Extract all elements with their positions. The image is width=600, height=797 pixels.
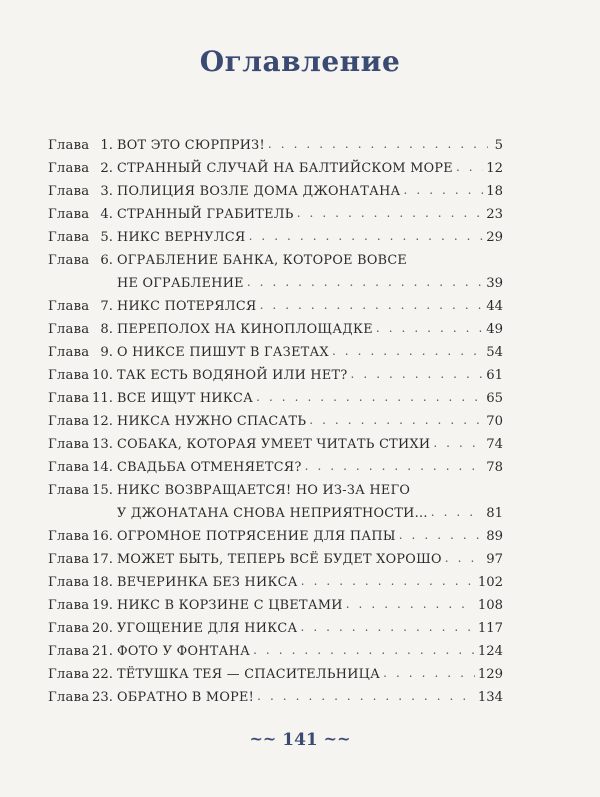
toc-entry [48, 433, 503, 456]
toc-line [48, 134, 503, 157]
toc-line [48, 663, 503, 686]
chapter-number: 7. [100, 299, 113, 314]
toc-entry [48, 180, 503, 203]
dot-leader [247, 271, 483, 294]
toc-entry [48, 134, 503, 157]
chapter-title: СОБАКА, КОТОРАЯ УМЕЕТ ЧИТАТЬ СТИХИ [117, 437, 431, 452]
chapter-label: Глава [48, 460, 90, 475]
chapter-label: Глава [48, 690, 90, 705]
toc-line [48, 272, 503, 295]
chapter-label: Глава [48, 437, 90, 452]
toc-line [48, 525, 503, 548]
toc-entry [48, 157, 503, 180]
toc-entry [48, 548, 503, 571]
chapter-label: Глава [48, 161, 90, 176]
page-footer [0, 730, 600, 750]
toc-entry [48, 249, 503, 295]
dot-leader [376, 317, 483, 340]
chapter-label: Глава [48, 138, 90, 153]
chapter-number: 12. [92, 414, 113, 429]
chapter-label: Глава [48, 529, 90, 544]
toc-line [48, 686, 503, 709]
chapter-number: 23. [92, 690, 113, 705]
dot-leader [383, 662, 475, 685]
toc-line [48, 318, 503, 341]
chapter-page-number: 108 [477, 598, 503, 613]
chapter-number: 20. [92, 621, 113, 636]
toc-entry [48, 364, 503, 387]
chapter-label: Глава [48, 575, 90, 590]
chapter-title: НЕ ОГРАБЛЕНИЕ [117, 276, 244, 291]
chapter-page-number: 97 [486, 552, 503, 567]
dot-leader [351, 363, 484, 386]
toc-line [48, 479, 503, 502]
chapter-title: ВЕЧЕРИНКА БЕЗ НИКСА [117, 575, 298, 590]
chapter-number: 2. [100, 161, 113, 176]
toc-entry [48, 226, 503, 249]
chapter-label: Глава [48, 621, 90, 636]
chapter-title: О НИКСЕ ПИШУТ В ГАЗЕТАХ [117, 345, 329, 360]
chapter-number: 13. [92, 437, 113, 452]
dot-leader [309, 409, 483, 432]
dot-leader [399, 524, 484, 547]
toc-line [48, 226, 503, 249]
toc-line [48, 341, 503, 364]
chapter-number: 15. [92, 483, 113, 498]
chapter-page-number: 89 [486, 529, 503, 544]
dot-leader [249, 225, 484, 248]
chapter-title: УГОЩЕНИЕ ДЛЯ НИКСА [117, 621, 298, 636]
page-title: Оглавление [199, 45, 401, 78]
chapter-number: 16. [92, 529, 113, 544]
chapter-title: СТРАННЫЙ ГРАБИТЕЛЬ [117, 207, 294, 222]
dot-leader [404, 179, 484, 202]
toc-entry [48, 571, 503, 594]
chapter-label: Глава [48, 322, 90, 337]
footer-ornament-left: ~~ [249, 729, 277, 748]
dot-leader [346, 593, 475, 616]
dot-leader [300, 616, 474, 639]
chapter-title: ПОЛИЦИЯ ВОЗЛЕ ДОМА ДЖОНАТАНА [117, 184, 401, 199]
toc-line [48, 180, 503, 203]
chapter-number: 8. [100, 322, 113, 337]
chapter-title: НИКС ВОЗВРАЩАЕТСЯ! НО ИЗ-ЗА НЕГО [117, 483, 411, 498]
toc-entry [48, 479, 503, 525]
toc-entry [48, 341, 503, 364]
dot-leader [431, 501, 483, 524]
chapter-title: НИКСА НУЖНО СПАСАТЬ [117, 414, 307, 429]
chapter-page-number: 70 [486, 414, 503, 429]
chapter-label: Глава [48, 299, 90, 314]
toc-entry [48, 410, 503, 433]
chapter-page-number: 124 [477, 644, 503, 659]
chapter-label: Глава [48, 598, 90, 613]
toc-entry [48, 387, 503, 410]
chapter-label: Глава [48, 345, 90, 360]
dot-leader [305, 455, 484, 478]
chapter-label: Глава [48, 207, 90, 222]
chapter-page-number: 65 [486, 391, 503, 406]
chapter-title: ПЕРЕПОЛОХ НА КИНОПЛОЩАДКЕ [117, 322, 373, 337]
dot-leader [268, 133, 488, 156]
chapter-page-number: 39 [486, 276, 503, 291]
chapter-page-number: 74 [486, 437, 503, 452]
chapter-label: Глава [48, 483, 90, 498]
toc-line [48, 640, 503, 663]
chapter-page-number: 78 [486, 460, 503, 475]
toc-line [48, 571, 503, 594]
toc-line [48, 433, 503, 456]
chapter-number: 22. [92, 667, 113, 682]
chapter-title: ТЁТУШКА ТЕЯ — СПАСИТЕЛЬНИЦА [117, 667, 381, 682]
toc-entry [48, 686, 503, 709]
chapter-label: Глава [48, 253, 90, 268]
chapter-page-number: 117 [477, 621, 503, 636]
chapter-label: Глава [48, 184, 90, 199]
toc-entry [48, 456, 503, 479]
dot-leader [445, 547, 483, 570]
chapter-page-number: 134 [477, 690, 503, 705]
toc-line [48, 295, 503, 318]
chapter-label: Глава [48, 230, 90, 245]
toc-entry [48, 594, 503, 617]
chapter-page-number: 44 [486, 299, 503, 314]
chapter-number: 9. [100, 345, 113, 360]
toc-entry [48, 318, 503, 341]
table-of-contents [48, 134, 503, 709]
chapter-page-number: 81 [486, 506, 503, 521]
toc-line [48, 203, 503, 226]
chapter-title: НИКС ВЕРНУЛСЯ [117, 230, 246, 245]
toc-entry [48, 203, 503, 226]
dot-leader [297, 202, 484, 225]
chapter-number: 14. [92, 460, 113, 475]
chapter-page-number: 29 [486, 230, 503, 245]
chapter-title: СТРАННЫЙ СЛУЧАЙ НА БАЛТИЙСКОМ МОРЕ [117, 161, 453, 176]
chapter-page-number: 18 [486, 184, 503, 199]
chapter-number: 11. [92, 391, 113, 406]
chapter-number: 4. [100, 207, 113, 222]
chapter-page-number: 12 [486, 161, 503, 176]
chapter-title: ОГРАБЛЕНИЕ БАНКА, КОТОРОЕ ВОВСЕ [117, 253, 408, 268]
toc-line [48, 548, 503, 571]
dot-leader [301, 570, 475, 593]
chapter-page-number: 5 [494, 138, 503, 153]
chapter-number: 17. [92, 552, 113, 567]
chapter-number: 1. [100, 138, 113, 153]
toc-entry [48, 617, 503, 640]
chapter-title: ОГРОМНОЕ ПОТРЯСЕНИЕ ДЛЯ ПАПЫ [117, 529, 396, 544]
dot-leader [253, 639, 475, 662]
toc-line [48, 249, 503, 272]
chapter-page-number: 61 [486, 368, 503, 383]
toc-entry [48, 640, 503, 663]
chapter-title: ВОТ ЭТО СЮРПРИЗ! [117, 138, 265, 153]
chapter-number: 3. [100, 184, 113, 199]
chapter-page-number: 102 [477, 575, 503, 590]
chapter-label: Глава [48, 368, 90, 383]
chapter-label: Глава [48, 552, 90, 567]
dot-leader [256, 386, 483, 409]
toc-line [48, 157, 503, 180]
chapter-label: Глава [48, 414, 90, 429]
chapter-page-number: 54 [486, 345, 503, 360]
toc-entry [48, 525, 503, 548]
chapter-title: ФОТО У ФОНТАНА [117, 644, 251, 659]
dot-leader [257, 685, 475, 708]
toc-entry [48, 663, 503, 686]
chapter-number: 19. [92, 598, 113, 613]
chapter-label: Глава [48, 667, 90, 682]
chapter-title: ТАК ЕСТЬ ВОДЯНОЙ ИЛИ НЕТ? [117, 368, 348, 383]
toc-line [48, 387, 503, 410]
chapter-number: 6. [100, 253, 113, 268]
chapter-number: 18. [92, 575, 113, 590]
page-number: 141 [282, 730, 318, 750]
chapter-page-number: 129 [477, 667, 503, 682]
toc-line [48, 456, 503, 479]
toc-line [48, 617, 503, 640]
chapter-number: 10. [92, 368, 113, 383]
chapter-title: ВСЕ ИЩУТ НИКСА [117, 391, 254, 406]
dot-leader [433, 432, 483, 455]
dot-leader [260, 294, 484, 317]
toc-entry [48, 295, 503, 318]
chapter-title: ОБРАТНО В МОРЕ! [117, 690, 255, 705]
toc-line [48, 594, 503, 617]
toc-line [48, 410, 503, 433]
toc-line [48, 364, 503, 387]
chapter-title: НИКС В КОРЗИНЕ С ЦВЕТАМИ [117, 598, 343, 613]
chapter-title: МОЖЕТ БЫТЬ, ТЕПЕРЬ ВСЁ БУДЕТ ХОРОШО [117, 552, 442, 567]
chapter-page-number: 23 [486, 207, 503, 222]
dot-leader [456, 156, 483, 179]
chapter-title: НИКС ПОТЕРЯЛСЯ [117, 299, 257, 314]
dot-leader [332, 340, 483, 363]
chapter-title: СВАДЬБА ОТМЕНЯЕТСЯ? [117, 460, 302, 475]
toc-line [48, 502, 503, 525]
chapter-number: 5. [100, 230, 113, 245]
chapter-number: 21. [92, 644, 113, 659]
chapter-label: Глава [48, 644, 90, 659]
footer-ornament-right: ~~ [323, 729, 351, 748]
chapter-page-number: 49 [486, 322, 503, 337]
chapter-label: Глава [48, 391, 90, 406]
chapter-title: У ДЖОНАТАНА СНОВА НЕПРИЯТНОСТИ... [117, 506, 428, 521]
